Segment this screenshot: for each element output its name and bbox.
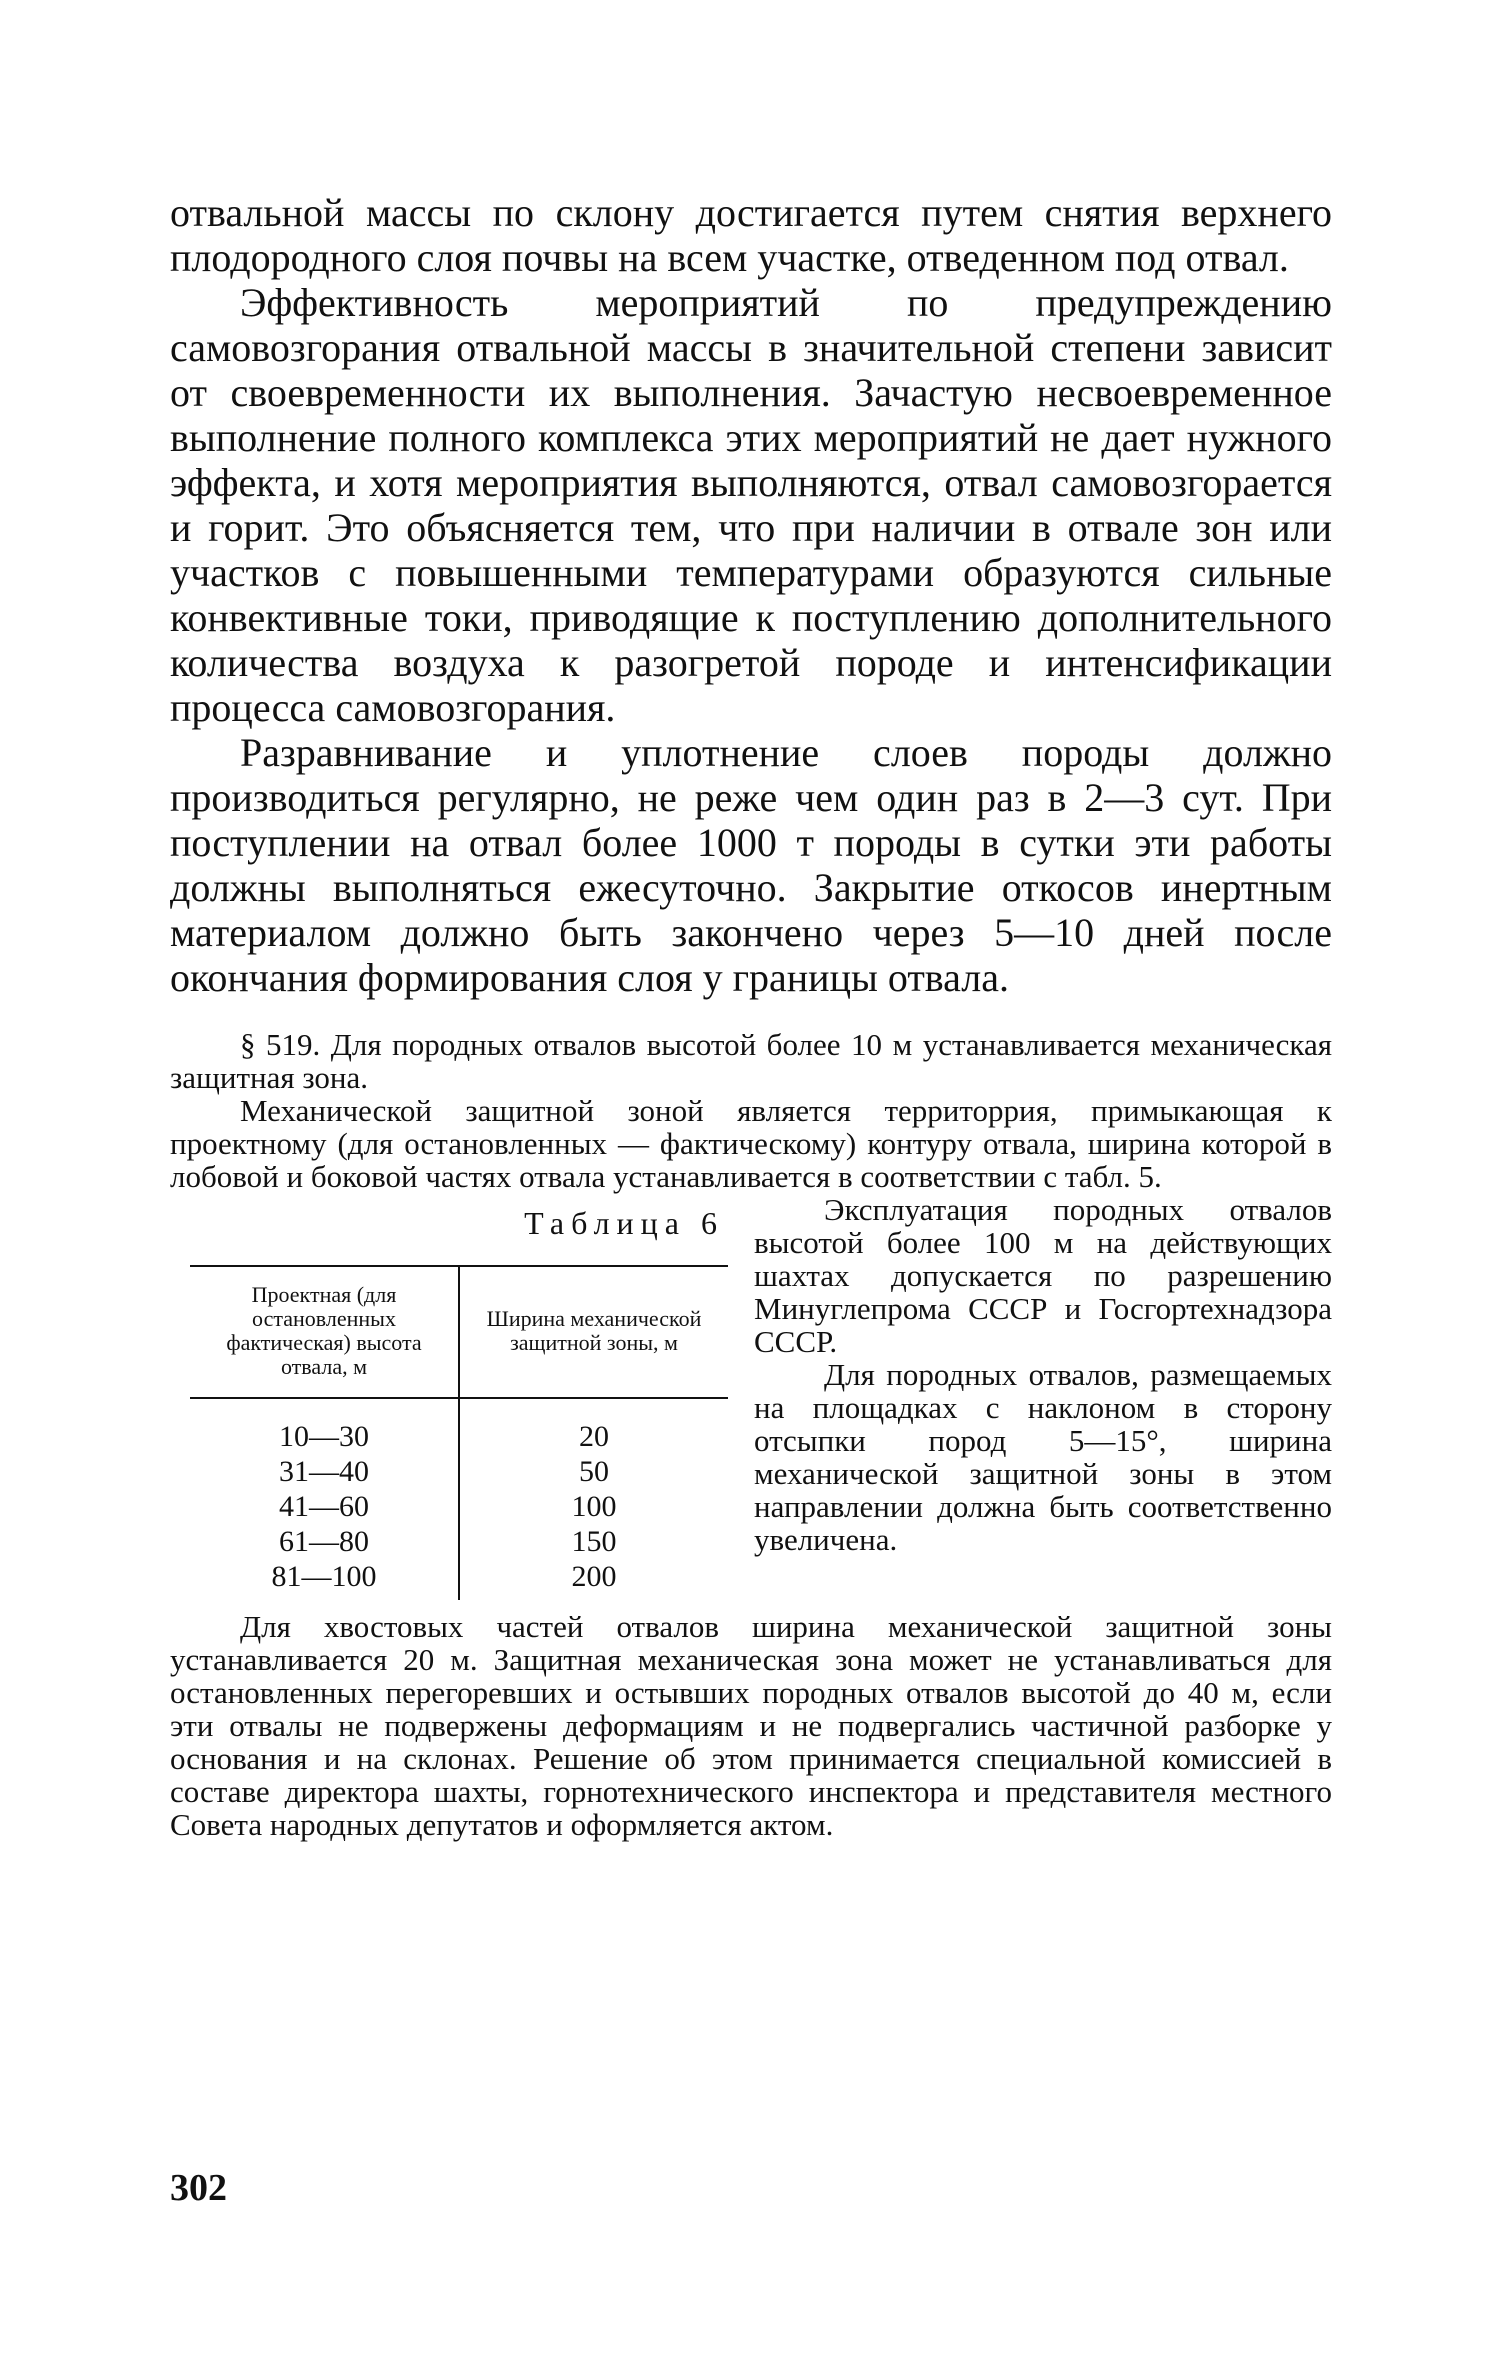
- table-header-row: [190, 1266, 728, 1398]
- paragraph-exploitation: Эксплуатация породных отвалов высотой более 100 м на действующих шахтах допускается по разрешению Минуглепрома СССР и Госгортехнадзора СССР.: [754, 1192, 1332, 1359]
- table-row: [190, 1454, 728, 1489]
- paragraph-continuation: отвальной массы по склону достигается путем снятия верхнего плодородного слоя почвы на всем участке, отведенном под отвал.: [170, 190, 1332, 280]
- section-heading-519: § 519. Для породных отвалов высотой более 10 м устанавливается механическая защитная зона.: [170, 1027, 1332, 1095]
- section-body: [170, 1094, 1332, 1193]
- paragraph-tail-parts: Для хвостовых частей отвалов ширина механической защитной зоны устанавливается 20 м. Защитная механическая зона может не устанавливаться для остановленных перегоревших и остывших породных отвалов высотой до 40 м, если эти отвалы не подвержены деформациям и не подвергались частичной разборке у основания и на склонах. Решение об этом принимается специальной комиссией в составе директора шахты, горнотехнического инспектора и представителя местного Совета народных депутатов и оформляется актом.: [170, 1609, 1332, 1842]
- paragraph-zone-intro-start: [170, 1094, 1332, 1193]
- table-cell-width: 20: [579, 1420, 609, 1453]
- table-and-text: [170, 1193, 1332, 1610]
- page-content: [170, 190, 1332, 1841]
- table-cell-width: 50: [579, 1455, 609, 1488]
- paragraph-slope-sites: Для породных отвалов, размещаемых на площадках с наклоном в сторону отсыпки пород 5—15°, ширина механической защитной зоны в этом направлении должна быть соответственно увеличена.: [754, 1357, 1332, 1557]
- table-cell-height: 81—100: [190, 1559, 459, 1600]
- table-row: [190, 1489, 728, 1524]
- table-caption: Таблица 6: [524, 1205, 724, 1241]
- table-header-height: Проектная (для остановленных фактическая) высота отвала, м: [190, 1266, 459, 1398]
- table-row: [190, 1559, 728, 1600]
- table-header-width: Ширина механической защитной зоны, м: [459, 1266, 728, 1398]
- table-cell-height: 61—80: [190, 1524, 459, 1559]
- table-cell-width: 150: [571, 1525, 617, 1558]
- table-cell-height: 10—30: [190, 1398, 459, 1454]
- table-cell-height: 31—40: [190, 1454, 459, 1489]
- table-cell-width: 100: [571, 1490, 617, 1523]
- table-row: [190, 1398, 728, 1454]
- paragraph-leveling: Разравнивание и уплотнение слоев породы должно производиться регулярно, не реже чем один раз в 2—3 сут. При поступлении на отвал более 1000 т породы в сутки эти работы должны выполняться ежесуточно. Закрытие откосов инертным материалом должно быть закончено через 5—10 дней после окончания формирования слоя у границы отвала.: [170, 730, 1332, 1000]
- table-cell-width: 200: [571, 1560, 617, 1593]
- zone-width-table: [190, 1265, 728, 1600]
- paragraph-effectiveness: Эффективность мероприятий по предупреждению самовозгорания отвальной массы в значительной степени зависит от своевременности их выполнения. Зачастую несвоевременное выполнение полного комплекса этих мероприятий не дает нужного эффекта, и хотя мероприятия выполняются, отвал самовозгорается и горит. Это объясняется тем, что при наличии в отвале зон или участков с повышенными температурами образуются сильные конвективные токи, приводящие к поступлению дополнительного количества воздуха к разогретой породе и интенсификации процесса самовозгорания.: [170, 280, 1332, 730]
- table-cell-height: 41—60: [190, 1489, 459, 1524]
- paragraph-zone-intro: Механической защитной зоной является территоррия, примыкающая к проектному (для остановленных — фактическому) контуру отвала, ширина которой в лобовой и боковой частях отвала устанавливается в соответствии с табл. 5.: [170, 1093, 1332, 1194]
- table-row: [190, 1524, 728, 1559]
- table-6: [190, 1197, 728, 1600]
- page-number: 302: [170, 2167, 227, 2209]
